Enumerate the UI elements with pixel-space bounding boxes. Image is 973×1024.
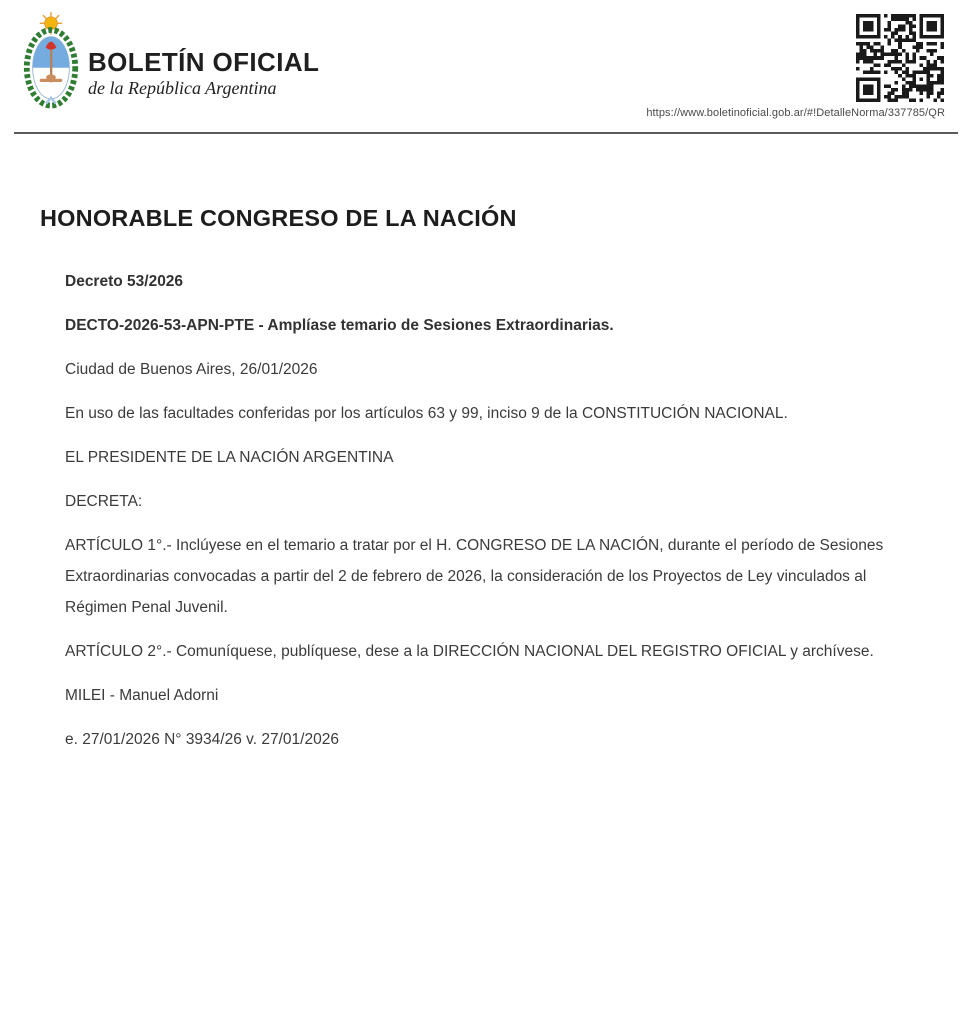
page-header <box>0 0 973 133</box>
argentina-coat-of-arms-icon <box>20 10 82 117</box>
qr-code <box>856 14 944 102</box>
decree-id: Decreto 53/2026 <box>65 273 184 290</box>
decree-preamble: En uso de las facultades conferidas por los artículos 63 y 99, inciso 9 de la CONSTITUCIÓN NACIONAL. <box>65 405 788 422</box>
brand-subtitle: de la República Argentina <box>88 78 277 98</box>
publication-line: e. 27/01/2026 N° 3934/26 v. 27/01/2026 <box>65 731 339 748</box>
decree-article-1: ARTÍCULO 1°.- Inclúyese en el temario a tratar por el H. CONGRESO DE LA NACIÓN, durante el período de Sesiones Extraordinarias convocadas a partir del 2 de febrero de 2026, la consideración de los Proyectos de Ley vinculados al Régimen Penal Juvenil. <box>65 537 884 616</box>
decree-decreta: DECRETA: <box>65 493 143 510</box>
issuer-title: HONORABLE CONGRESO DE LA NACIÓN <box>40 205 517 231</box>
decree-body <box>65 266 911 755</box>
place-and-date: Ciudad de Buenos Aires, 26/01/2026 <box>65 361 318 378</box>
decree-authority: EL PRESIDENTE DE LA NACIÓN ARGENTINA <box>65 449 394 466</box>
decree-signatures: MILEI - Manuel Adorni <box>65 687 219 704</box>
norm-detail-document <box>0 133 973 768</box>
brand-title: BOLETÍN OFICIAL <box>88 47 320 77</box>
qr-caption-url: https://www.boletinoficial.gob.ar/#!DetalleNorma/337785/QR <box>646 107 945 119</box>
brand-block <box>88 48 319 99</box>
decree-article-2: ARTÍCULO 2°.- Comuníquese, publíquese, dese a la DIRECCIÓN NACIONAL DEL REGISTRO OFICIAL y archívese. <box>65 643 874 660</box>
decree-subject: DECTO-2026-53-APN-PTE - Amplíase temario de Sesiones Extraordinarias. <box>65 317 614 334</box>
